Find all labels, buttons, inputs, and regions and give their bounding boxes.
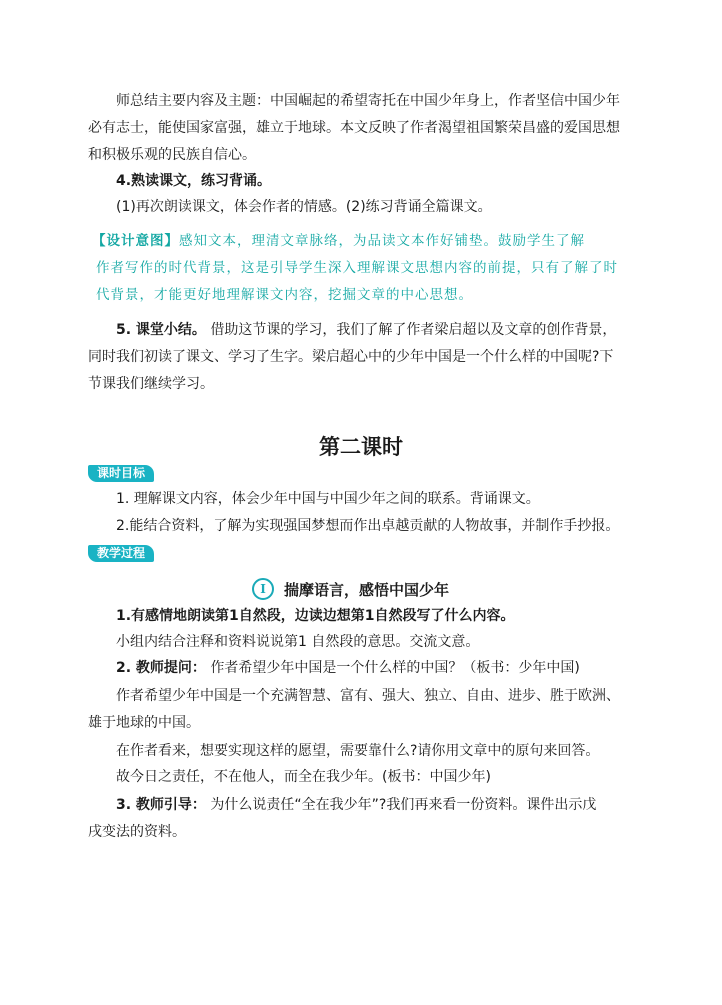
summary-line-2: 必有志士，能使国家富强，雄立于地球。本文反映了作者渴望祖国繁荣昌盛的爱国思想 bbox=[88, 120, 620, 136]
design-intent-line-1 bbox=[92, 227, 652, 255]
step-5-text: 借助这节课的学习，我们了解了作者梁启超以及文章的创作背景， bbox=[210, 322, 617, 338]
s2-answer-line-2: 雄于地球的中国。 bbox=[88, 715, 200, 731]
summary-line-1: 师总结主要内容及主题：中国崛起的希望寄托在中国少年身上，作者坚信中国少年 bbox=[116, 93, 620, 109]
s3-line-2: 戌变法的资料。 bbox=[88, 824, 186, 840]
design-intent-line-3: 代背景，才能更好地理解课文内容，挖掘文章的中心思想。 bbox=[96, 287, 473, 303]
step-4-body: (1)再次朗读课文，体会作者的情感。(2)练习背诵全篇课文。 bbox=[116, 199, 492, 215]
goal-1: 1. 理解课文内容，体会少年中国与中国少年之间的联系。背诵课文。 bbox=[116, 491, 540, 507]
design-intent-tag: 【设计意图】 bbox=[92, 233, 179, 249]
s2-question-2: 在作者看来，想要实现这样的愿望，需要靠什么?请你用文章中的原句来回答。 bbox=[116, 743, 600, 759]
lesson-title: 第二课时 bbox=[319, 434, 403, 459]
design-intent-text-1: 感知文本，理清文章脉络，为品读文本作好铺垫。鼓励学生了解 bbox=[179, 233, 585, 249]
step-5-line-3: 节课我们继续学习。 bbox=[88, 376, 214, 392]
step-4-title: 4.熟读课文，练习背诵。 bbox=[116, 173, 272, 189]
process-label: 教学过程 bbox=[88, 545, 154, 562]
section-number-icon: Ⅰ bbox=[252, 578, 274, 600]
s1-body: 小组内结合注释和资料说说第1 自然段的意思。交流文意。 bbox=[116, 634, 480, 650]
design-intent-line-2: 作者写作的时代背景，这是引导学生深入理解课文思想内容的前提，只有了解了时 bbox=[96, 260, 618, 276]
goal-2: 2.能结合资料，了解为实现强国梦想而作出卓越贡献的人物故事，并制作手抄报。 bbox=[116, 518, 620, 534]
s2-question: 作者希望少年中国是一个什么样的中国？（板书：少年中国) bbox=[205, 660, 580, 676]
section-title: 揣摩语言，感悟中国少年 bbox=[284, 580, 450, 599]
s3-line-1 bbox=[88, 792, 648, 819]
summary-line-3: 和积极乐观的民族自信心。 bbox=[88, 147, 256, 163]
step-5-line-1 bbox=[88, 317, 648, 344]
s2-answer-line-1: 作者希望少年中国是一个充满智慧、富有、强大、独立、自由、进步、胜于欧洲、 bbox=[116, 688, 620, 704]
s2-answer-2: 故今日之责任，不在他人，而全在我少年。(板书：中国少年) bbox=[116, 769, 491, 785]
section-heading-1 bbox=[252, 576, 449, 602]
step-5-line-2: 同时我们初读了课文、学习了生字。梁启超心中的少年中国是一个什么样的中国呢?下 bbox=[88, 349, 614, 365]
s3-text: 为什么说责任“全在我少年”?我们再来看一份资料。课件出示戊 bbox=[205, 797, 597, 813]
s2-lead: 2. 教师提问： bbox=[116, 660, 206, 676]
s1-title: 1.有感情地朗读第1自然段，边读边想第1自然段写了什么内容。 bbox=[116, 608, 515, 624]
step-5-title: 5. 课堂小结。 bbox=[116, 322, 206, 338]
s3-lead: 3. 教师引导： bbox=[116, 797, 206, 813]
goals-label: 课时目标 bbox=[88, 465, 154, 482]
s2-line bbox=[88, 655, 648, 682]
